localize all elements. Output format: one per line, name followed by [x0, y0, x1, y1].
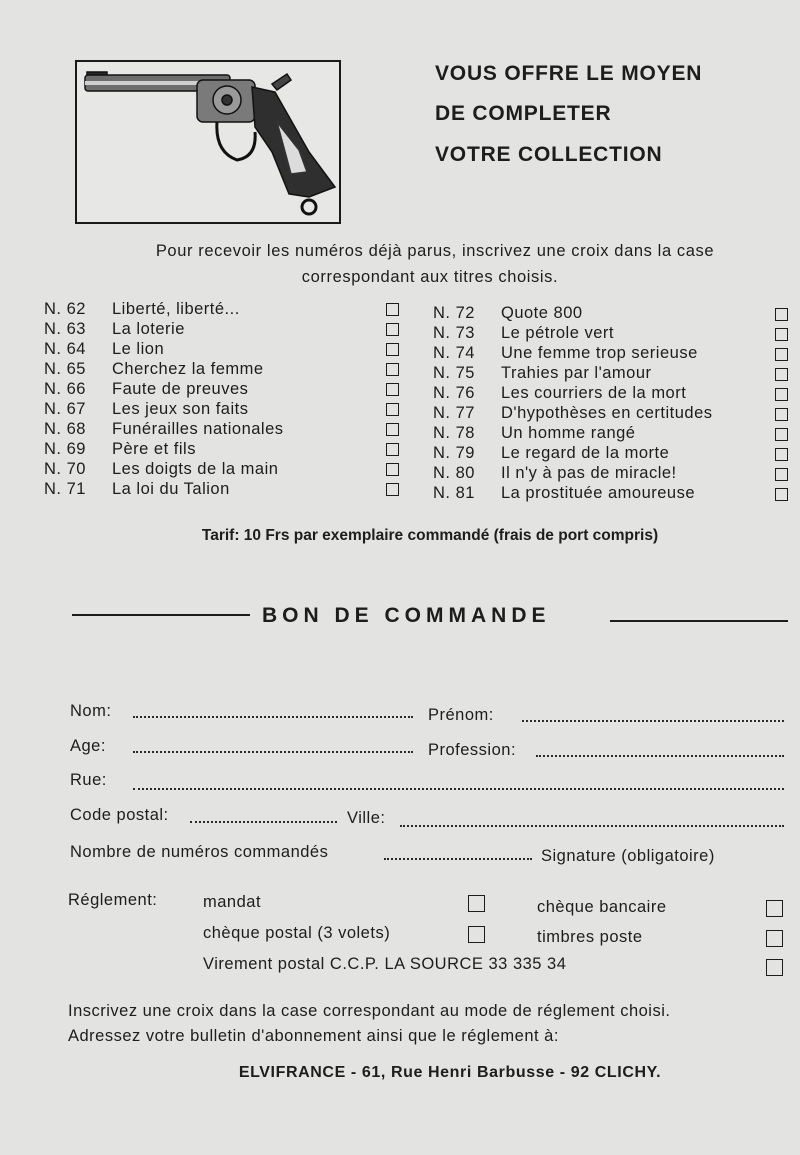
ville-field[interactable]	[400, 825, 784, 827]
payment-cheque-bancaire-label: chèque bancaire	[537, 898, 667, 916]
catalog-item	[44, 379, 404, 399]
issue-number: N. 72	[433, 304, 475, 322]
payment-label: Réglement:	[68, 891, 158, 909]
issue-title: Les courriers de la mort	[501, 384, 687, 402]
divider-right	[610, 620, 788, 622]
issue-number: N. 79	[433, 444, 475, 462]
issue-number: N. 67	[44, 400, 86, 418]
catalog-item	[433, 403, 795, 423]
code-postal-field[interactable]	[190, 821, 337, 823]
catalog-item	[433, 423, 795, 443]
issue-title: Les jeux son faits	[112, 400, 249, 418]
intro-line-2: correspondant aux titres choisis.	[301, 268, 559, 286]
catalog-item	[433, 383, 795, 403]
catalog-item	[433, 323, 795, 343]
age-field[interactable]	[133, 751, 413, 753]
issue-number: N. 66	[44, 380, 86, 398]
rue-label: Rue:	[70, 771, 107, 789]
issue-title: La prostituée amoureuse	[501, 484, 696, 502]
issue-number: N. 68	[44, 420, 86, 438]
payment-cheque-postal-label: chèque postal (3 volets)	[203, 924, 391, 942]
payment-mandat-checkbox[interactable]	[468, 895, 485, 912]
issue-title: Il n'y à pas de miracle!	[501, 464, 677, 482]
nombre-label: Nombre de numéros commandés	[70, 843, 329, 861]
issue-checkbox[interactable]	[775, 488, 788, 501]
issue-checkbox[interactable]	[386, 423, 399, 436]
issue-title: La loi du Talion	[112, 480, 230, 498]
issue-number: N. 73	[433, 324, 475, 342]
catalog-item	[433, 463, 795, 483]
issue-title: La loterie	[112, 320, 185, 338]
issue-checkbox[interactable]	[775, 428, 788, 441]
issue-number: N. 78	[433, 424, 475, 442]
issue-title: Les doigts de la main	[112, 460, 279, 478]
issue-checkbox[interactable]	[775, 328, 788, 341]
catalog-item	[433, 363, 795, 383]
catalog-item	[433, 483, 795, 503]
ville-label: Ville:	[347, 809, 386, 827]
issue-checkbox[interactable]	[386, 323, 399, 336]
catalog-item	[433, 303, 795, 323]
payment-timbres-checkbox[interactable]	[766, 930, 783, 947]
issue-title: Le pétrole vert	[501, 324, 614, 342]
issue-number: N. 70	[44, 460, 86, 478]
issue-title: D'hypothèses en certitudes	[501, 404, 713, 422]
issue-checkbox[interactable]	[775, 408, 788, 421]
nom-label: Nom:	[70, 702, 112, 720]
code-postal-label: Code postal:	[70, 806, 169, 824]
catalog-item	[44, 319, 404, 339]
issue-title: Le regard de la morte	[501, 444, 670, 462]
issue-number: N. 77	[433, 404, 475, 422]
issue-title: Faute de preuves	[112, 380, 249, 398]
issue-checkbox[interactable]	[386, 463, 399, 476]
issue-checkbox[interactable]	[775, 468, 788, 481]
issue-number: N. 74	[433, 344, 475, 362]
catalog-item	[44, 419, 404, 439]
nom-field[interactable]	[133, 716, 413, 718]
signature-label: Signature (obligatoire)	[541, 847, 715, 865]
issue-checkbox[interactable]	[386, 483, 399, 496]
age-label: Age:	[70, 737, 106, 755]
issue-number: N. 71	[44, 480, 86, 498]
headline-line-2: DE COMPLETER	[435, 102, 612, 125]
prenom-label: Prénom:	[428, 706, 494, 724]
catalog-item	[44, 339, 404, 359]
issue-checkbox[interactable]	[386, 403, 399, 416]
issue-number: N. 65	[44, 360, 86, 378]
issue-number: N. 80	[433, 464, 475, 482]
issue-checkbox[interactable]	[775, 308, 788, 321]
issue-title: Funérailles nationales	[112, 420, 284, 438]
issue-checkbox[interactable]	[775, 388, 788, 401]
catalog-left-column	[44, 299, 404, 499]
issue-title: Quote 800	[501, 304, 583, 322]
issue-number: N. 62	[44, 300, 86, 318]
catalog-item	[44, 459, 404, 479]
issue-number: N. 76	[433, 384, 475, 402]
payment-virement-label: Virement postal C.C.P. LA SOURCE 33 335 34	[203, 955, 567, 973]
catalog-item	[44, 479, 404, 499]
intro-line-1: Pour recevoir les numéros déjà parus, inscrivez une croix dans la case	[155, 242, 715, 260]
catalog-item	[433, 343, 795, 363]
issue-number: N. 69	[44, 440, 86, 458]
payment-virement-checkbox[interactable]	[766, 959, 783, 976]
profession-field[interactable]	[536, 755, 784, 757]
instructions-line-1: Inscrivez une croix dans la case correspondant au mode de réglement choisi.	[68, 1002, 671, 1020]
issue-checkbox[interactable]	[775, 348, 788, 361]
catalog-item	[433, 443, 795, 463]
issue-number: N. 63	[44, 320, 86, 338]
order-form-title: BON DE COMMANDE	[262, 604, 551, 627]
issue-title: Le lion	[112, 340, 165, 358]
catalog-item	[44, 399, 404, 419]
headline-line-3: VOTRE COLLECTION	[435, 143, 663, 166]
instructions-line-2: Adressez votre bulletin d'abonnement ainsi que le réglement à:	[68, 1027, 559, 1045]
revolver-illustration	[75, 60, 341, 224]
rue-field[interactable]	[133, 788, 784, 790]
issue-checkbox[interactable]	[775, 368, 788, 381]
issue-title: Un homme rangé	[501, 424, 636, 442]
profession-label: Profession:	[428, 741, 517, 759]
issue-checkbox[interactable]	[386, 343, 399, 356]
issue-number: N. 75	[433, 364, 475, 382]
payment-mandat-label: mandat	[203, 893, 262, 911]
issue-checkbox[interactable]	[775, 448, 788, 461]
publisher-address: ELVIFRANCE - 61, Rue Henri Barbusse - 92 CLICHY.	[238, 1064, 662, 1081]
issue-title: Une femme trop serieuse	[501, 344, 698, 362]
payment-cheque-postal-checkbox[interactable]	[468, 926, 485, 943]
catalog-item	[44, 359, 404, 379]
issue-title: Cherchez la femme	[112, 360, 264, 378]
payment-timbres-label: timbres poste	[537, 928, 643, 946]
issue-checkbox[interactable]	[386, 383, 399, 396]
issue-number: N. 64	[44, 340, 86, 358]
catalog-item	[44, 299, 404, 319]
catalog-right-column	[433, 303, 795, 503]
divider-left	[72, 614, 250, 616]
nombre-field[interactable]	[384, 858, 532, 860]
catalog-item	[44, 439, 404, 459]
issue-checkbox[interactable]	[386, 303, 399, 316]
issue-checkbox[interactable]	[386, 363, 399, 376]
headline-line-1: VOUS OFFRE LE MOYEN	[435, 62, 703, 85]
issue-title: Liberté, liberté...	[112, 300, 240, 318]
issue-number: N. 81	[433, 484, 475, 502]
revolver-icon	[77, 62, 339, 222]
prenom-field[interactable]	[522, 720, 784, 722]
issue-title: Père et fils	[112, 440, 196, 458]
payment-cheque-bancaire-checkbox[interactable]	[766, 900, 783, 917]
issue-title: Trahies par l'amour	[501, 364, 652, 382]
issue-checkbox[interactable]	[386, 443, 399, 456]
tarif-note: Tarif: 10 Frs par exemplaire commandé (frais de port compris)	[201, 527, 659, 544]
